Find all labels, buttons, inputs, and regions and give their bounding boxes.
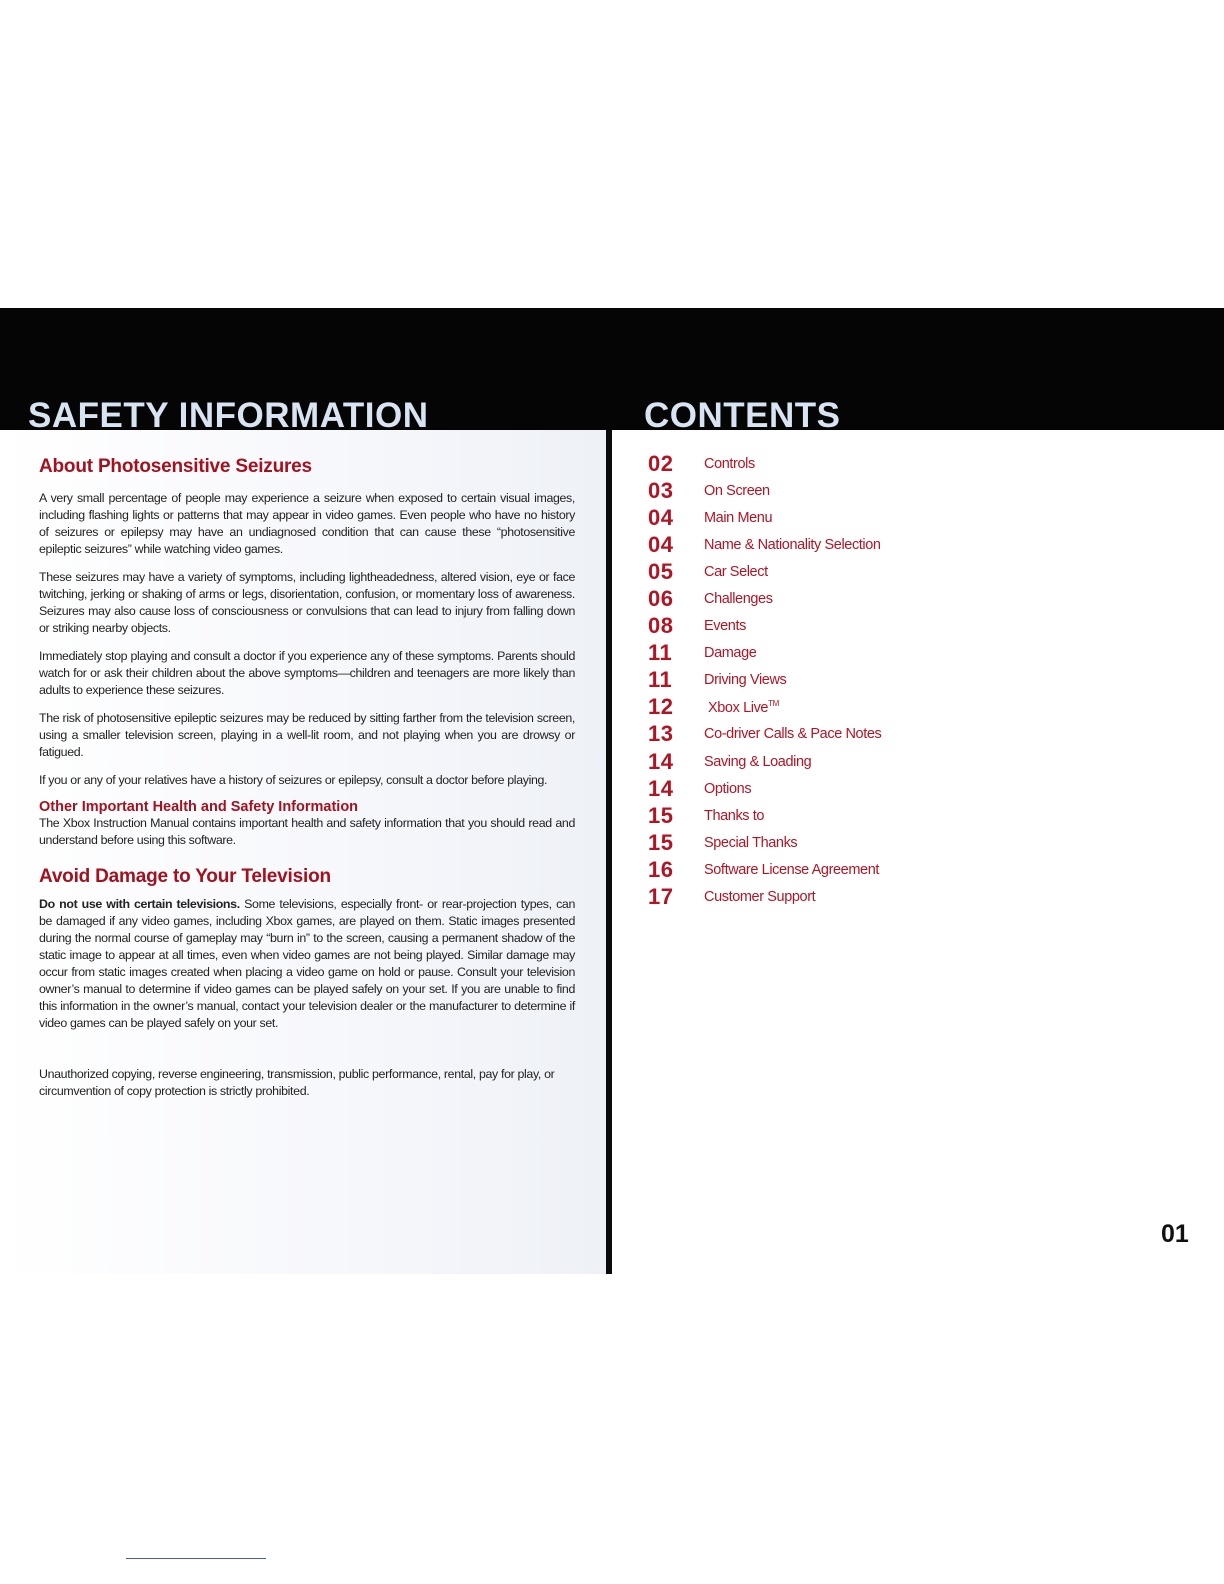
toc-label — [704, 537, 881, 553]
toc-item — [648, 613, 881, 640]
toc-label-text: Challenges — [704, 591, 773, 608]
toc-page-number: 15 — [648, 802, 674, 828]
toc-item — [648, 884, 881, 911]
toc-label-text: Xbox Live — [708, 699, 769, 716]
toc-label — [704, 835, 797, 851]
toc-label — [704, 510, 772, 526]
table-of-contents — [648, 450, 881, 911]
toc-label — [704, 726, 881, 742]
manual-spread — [0, 308, 1224, 1274]
trademark-mark: TM — [768, 698, 779, 708]
toc-page-number: 04 — [648, 504, 674, 530]
toc-item — [648, 477, 881, 504]
toc-label-text: On Screen — [704, 482, 770, 499]
toc-page-number: 14 — [648, 748, 674, 774]
toc-label-text: Damage — [704, 645, 757, 662]
toc-page-number: 15 — [648, 829, 674, 855]
toc-item — [648, 667, 881, 694]
toc-item — [648, 450, 881, 477]
toc-label — [704, 672, 786, 688]
toc-item — [648, 585, 881, 612]
toc-page-number: 16 — [648, 856, 674, 882]
toc-page-number: 04 — [648, 531, 674, 557]
toc-label — [708, 699, 779, 716]
toc-page-number: 13 — [648, 721, 674, 747]
paragraph-2: These seizures may have a variety of symptoms, including lightheadedness, altered vision, eye or face twitching, jerking or shaking of arms or legs, disorientation, confusion, or momentary loss of awareness. Seizures may also cause loss of consciousness or convulsions that can lead to injury from falling down or striking nearby objects. — [39, 570, 575, 635]
right-page — [612, 430, 1224, 1274]
toc-label — [704, 483, 770, 499]
paragraph-4: The risk of photosensitive epileptic seizures may be reduced by sitting farther from the television screen, using a smaller television screen, playing in a well-lit room, and not playing when you are drowsy or fatigued. — [39, 711, 575, 759]
copyright-footer: Unauthorized copying, reverse engineering, transmission, public performance, rental, pay for play, or circumvention of copy protection is strictly prohibited. — [39, 1067, 555, 1098]
toc-item — [648, 558, 881, 585]
paragraph-7-text: Some televisions, especially front- or rear-projection types, can be damaged if any video games, including Xbox games, are played on them. Static images presented during the normal course of gameplay may “burn in” to the screen, causing a permanent shadow of the static image to appear at all times, even when video games are not being played. Similar damage may occur from static images created when placing a video game on hold or pause. Consult your television owner’s manual to determine if video games can be played safely on your set. If you are unable to find this information in the owner’s manual, contact your television dealer or the manufacturer to determine if video games can be played safely on your set. — [39, 897, 575, 1030]
toc-label-text: Thanks to — [704, 807, 765, 824]
toc-item — [648, 694, 881, 721]
toc-label-text: Options — [704, 780, 752, 797]
toc-label-text: Special Thanks — [704, 834, 798, 851]
toc-label-text: Saving & Loading — [704, 753, 812, 770]
toc-label-text: Car Select — [704, 563, 768, 580]
paragraph-6: The Xbox Instruction Manual contains important health and safety information that you should read and understand before using this software. — [39, 816, 575, 847]
paragraph-5: If you or any of your relatives have a history of seizures or epilepsy, consult a doctor before playing. — [39, 773, 548, 787]
toc-item — [648, 721, 881, 748]
section-title-other-health: Other Important Health and Safety Information — [39, 799, 359, 815]
toc-label — [704, 862, 879, 878]
toc-page-number: 11 — [648, 667, 673, 693]
safety-information-heading: SAFETY INFORMATION — [28, 396, 429, 430]
toc-label-text: Co-driver Calls & Pace Notes — [704, 726, 882, 743]
toc-item — [648, 640, 881, 667]
toc-page-number: 17 — [648, 884, 674, 910]
toc-label-text: Software License Agreement — [704, 861, 879, 878]
toc-label — [704, 645, 756, 661]
contents-heading: CONTENTS — [644, 396, 841, 430]
toc-label-text: Controls — [704, 455, 755, 472]
toc-item — [648, 802, 881, 829]
toc-item — [648, 504, 881, 531]
toc-label — [704, 456, 755, 472]
left-page — [0, 430, 606, 1274]
toc-label-text: Events — [704, 618, 746, 635]
toc-label-text: Name & Nationality Selection — [704, 536, 881, 553]
toc-page-number: 05 — [648, 558, 674, 584]
toc-item — [648, 829, 881, 856]
toc-page-number: 12 — [648, 694, 674, 720]
safety-text-column — [39, 456, 575, 1100]
toc-page-number: 02 — [648, 450, 674, 476]
paragraph-3: Immediately stop playing and consult a doctor if you experience any of these symptoms. Parents should watch for or ask their children about the above symptoms—children and teenagers are more likely than adults to experience these seizures. — [39, 649, 575, 697]
toc-label — [704, 564, 768, 580]
toc-label-text: Customer Support — [704, 889, 816, 906]
bottom-rule — [126, 1558, 266, 1559]
toc-page-number: 03 — [648, 477, 674, 503]
toc-page-number: 14 — [648, 775, 674, 801]
toc-label — [704, 808, 764, 824]
toc-item — [648, 531, 881, 558]
toc-item — [648, 856, 881, 883]
toc-item — [648, 748, 881, 775]
toc-label — [704, 618, 746, 634]
toc-label — [704, 591, 773, 607]
toc-label-text: Main Menu — [704, 509, 773, 526]
toc-label — [704, 754, 811, 770]
section-title-avoid-damage: Avoid Damage to Your Television — [39, 866, 331, 887]
toc-label — [704, 781, 751, 797]
toc-page-number: 06 — [648, 586, 674, 612]
paragraph-7 — [39, 896, 575, 1032]
section-title-photosensitive: About Photosensitive Seizures — [39, 456, 312, 477]
page-number: 01 — [1161, 1220, 1189, 1248]
toc-label — [704, 889, 815, 905]
toc-page-number: 11 — [648, 640, 673, 666]
toc-item — [648, 775, 881, 802]
toc-label-text: Driving Views — [704, 672, 787, 689]
toc-page-number: 08 — [648, 613, 674, 639]
paragraph-1: A very small percentage of people may experience a seizure when exposed to certain visual images, including flashing lights or patterns that may appear in video games. Even people who have no history of seizures or epilepsy may have an undiagnosed condition that can cause these “photosensitive epileptic seizures” while watching video games. — [39, 491, 575, 556]
bold-lead: Do not use with certain televisions. — [39, 897, 240, 911]
